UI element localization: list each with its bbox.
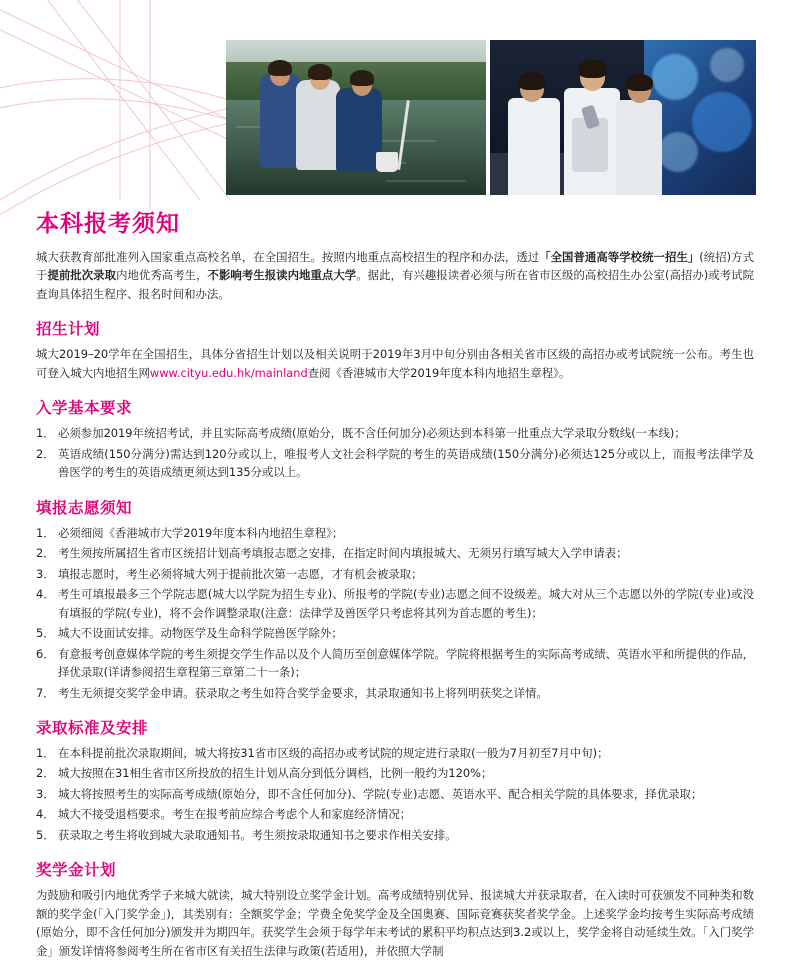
mainland-admissions-link[interactable]: www.cityu.edu.hk/mainland (149, 365, 308, 380)
list-admission-criteria (36, 744, 754, 844)
list-item: 城大将按照考生的实际高考成绩(原始分，即不含任何加分)、学院(专业)志愿、英语水平、配合相关学院的具体要求，择优录取； (58, 786, 703, 801)
list-application-notes (36, 524, 754, 702)
intro-line1-bold: 「全国普通高等学校统一招生」 (539, 250, 700, 264)
intro-line1-pre: 城大获教育部批准列入国家重点高校名单，在全国招生。按照内地重点高校招生的程序和办法，透过 (36, 250, 540, 264)
section-body-admission-plan: 城大2019–20学年在全国招生，具体分省招生计划以及相关说明于2019年3月中旬分别由各相关省市区级的高招办或考试院统一公布。考生也可登入城大内地招生网www.cityu.edu.hk/mainland查阅《香港城市大学2019年度本科内地招生章程》。 (36, 347, 754, 380)
list-item: 城大不设面试安排。动物医学及生命科学院兽医学除外； (58, 626, 343, 641)
photo-banner (226, 40, 756, 195)
section-heading-application-notes: 填报志愿须知 (36, 498, 133, 517)
section-heading-scholarship-plan: 奖学金计划 (36, 861, 117, 880)
list-basic-requirements (36, 424, 754, 481)
list-item: 城大不接受退档要求。考生在报考前应综合考虑个人和家庭经济情况； (58, 807, 412, 822)
photo-field-work (226, 40, 486, 195)
photo-laboratory (490, 40, 756, 195)
list-item: 考生无须提交奖学金申请。获录取之考生如符合奖学金要求，其录取通知书上将列明获奖之详情。 (58, 685, 548, 700)
intro-line2-bold2: 不影响考生报读内地重点大学 (207, 268, 357, 283)
intro-line3: 办公室(高招办)或考试院查询具体招生程序、报名时间和办法。 (36, 268, 754, 301)
intro-line2-mid: 内地优秀高考生， (116, 268, 208, 283)
list-item: 在本科提前批次录取期间，城大将按31省市区级的高招办或考试院的规定进行录取(一般为7月初至7月中旬)； (58, 745, 609, 760)
document-body (36, 205, 754, 964)
list-item: 必须细阅《香港城市大学2019年度本科内地招生章程》； (58, 525, 344, 540)
section-heading-admission-criteria: 录取标准及安排 (36, 718, 149, 737)
list-item: 获录取之考生将收到城大录取通知书。考生须按录取通知书之要求作相关安排。 (58, 827, 457, 842)
intro-paragraph (36, 248, 754, 303)
intro-line2-bold1: 提前批次录取 (47, 268, 117, 283)
page-title: 本科报考须知 (36, 211, 180, 237)
intro-line2-pre: (统招)方式于 (36, 250, 754, 283)
intro-line2-post: 。据此，有兴趣报读者必须与所在省市区级的高校招生 (356, 268, 631, 283)
list-item: 有意报考创意媒体学院的考生须提交学生作品以及个人简历至创意媒体学院。学院将根据考生的实际高考成绩、英语水平和所提供的作品，择优录取(详请参阅招生章程第三章第二十一条)； (58, 646, 754, 680)
list-item: 考生须按所属招生省市区统招计划高考填报志愿之安排，在指定时间内填报城大、无须另行填写城大入学申请表； (58, 546, 628, 561)
list-item: 填报志愿时，考生必须将城大列于提前批次第一志愿，才有机会被录取； (58, 566, 423, 581)
list-item: 英语成绩(150分满分)需达到120分或以上，唯报考人文社会科学院的考生的英语成绩(150分满分)必须达125分或以上，而报考法律学及兽医学的考生的英语成绩更须达到135分或以上。 (58, 446, 754, 480)
list-item: 城大按照在31相生省市区所投放的招生计划从高分到低分调档，比例一般约为120%； (58, 766, 493, 781)
section-body-scholarship-plan: 为鼓励和吸引内地优秀学子来城大就读，城大特别设立奖学金计划。高考成绩特别优异、报读城大并获录取者，在入读时可获颁发不同种类和数额的奖学金(「入门奖学金」)，其类别有：全额奖学金；学费全免奖学金及全国奥赛、国际竞赛获奖者奖学金。上述奖学金均按考生实际高考成绩(原始分，即不含任何加分)颁发并为期四年。获奖学生会须于每学年末考试的累积平均积点达到3.2或以上，奖学金将自动延续生效。「入门奖学金」颁发详情将参阅考生所在省市区有关招生法律与政策(若适用)，并依照大学制 (36, 888, 754, 958)
section-heading-admission-plan: 招生计划 (36, 320, 101, 339)
section-heading-basic-requirements: 入学基本要求 (36, 399, 133, 418)
list-item: 必须参加2019年统招考试，并且实际高考成绩(原始分，既不含任何加分)必须达到本科第一批重点大学录取分数线(一本线)； (58, 426, 686, 441)
list-item: 考生可填报最多三个学院志愿(城大以学院为招生专业)、所报考的学院(专业)志愿之间不设级差。城大对从三个志愿以外的学院(专业)或没有填报的学院(专业)，将不会作调整录取(注意：法律学及兽医学只考虑将其列为首志愿的考生)； (58, 587, 754, 620)
